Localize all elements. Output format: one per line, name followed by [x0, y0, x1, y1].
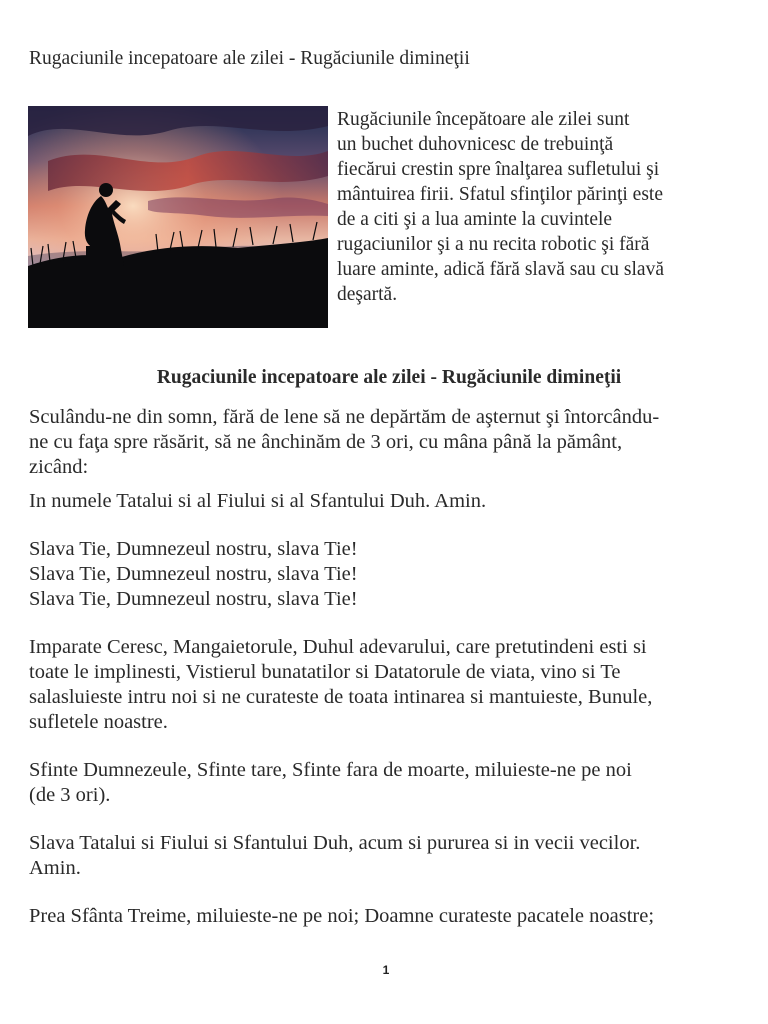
text-line: un buchet duhovnicesc de trebuinţă — [337, 134, 614, 155]
text-line: mântuirea firii. Sfatul sfinţilor părinţi este — [337, 184, 663, 205]
text-line: Slava Tatalui si Fiului si Sfantului Duh, acum si pururea si in vecii vecilor. — [29, 832, 641, 854]
page-header-title: Rugaciunile incepatoare ale zilei - Rugăciunile dimineţii — [29, 48, 470, 69]
text-line: Rugăciunile începătoare ale zilei sunt — [337, 109, 630, 130]
paragraph-glory — [29, 537, 764, 612]
intro-paragraph — [337, 107, 737, 307]
text-line: Amin. — [29, 857, 81, 879]
paragraph-sign-of-cross — [29, 489, 764, 514]
paragraph-heavenly-king — [29, 635, 764, 735]
text-line: toate le implinesti, Vistierul bunatatilor si Datatorule de viata, vino si Te — [29, 661, 621, 683]
text-line: rugaciunilor şi a nu recita robotic şi fără — [337, 234, 650, 255]
text-line: Sfinte Dumnezeule, Sfinte tare, Sfinte fara de moarte, miluieste-ne pe noi — [29, 759, 632, 781]
text-line: Slava Tie, Dumnezeul nostru, slava Tie! — [29, 588, 358, 610]
text-line: In numele Tatalui si al Fiului si al Sfantului Duh. Amin. — [29, 490, 487, 512]
paragraph-holy-trinity — [29, 904, 764, 929]
text-line: Prea Sfânta Treime, miluieste-ne pe noi; Doamne curateste pacatele noastre; — [29, 905, 655, 927]
text-line: Slava Tie, Dumnezeul nostru, slava Tie! — [29, 538, 358, 560]
text-line: de a citi şi a lua aminte la cuvintele — [337, 209, 613, 230]
text-line: Imparate Ceresc, Mangaietorule, Duhul adevarului, care pretutindeni esti si — [29, 636, 647, 658]
sunset-silhouette-illustration — [28, 106, 328, 328]
text-line: deşartă. — [337, 284, 398, 305]
page-number: 1 — [382, 963, 390, 977]
text-line: sufletele noastre. — [29, 711, 168, 733]
text-line: luare aminte, adică fără slavă sau cu slavă — [337, 259, 664, 280]
text-line: Slava Tie, Dumnezeul nostru, slava Tie! — [29, 563, 358, 585]
text-line: zicând: — [29, 456, 89, 478]
text-line: (de 3 ori). — [29, 784, 111, 806]
paragraph-glory-be — [29, 831, 764, 881]
document-title: Rugaciunile incepatoare ale zilei - Rugăciunile dimineţii — [156, 367, 622, 388]
text-line: fiecărui crestin spre înalţarea sufletului şi — [337, 159, 660, 180]
text-line: salasluieste intru noi si ne curateste de toata intinarea si mantuieste, Bunule, — [29, 686, 653, 708]
paragraph-trisagion — [29, 758, 764, 808]
sunset-prayer-image — [28, 106, 328, 328]
paragraph-instruction — [29, 405, 764, 480]
prayer-body — [29, 405, 764, 929]
text-line: Sculându-ne din somn, fără de lene să ne depărtăm de aşternut şi întorcându- — [29, 406, 660, 428]
text-line: ne cu faţa spre răsărit, să ne ânchinăm de 3 ori, cu mâna până la pământ, — [29, 431, 623, 453]
